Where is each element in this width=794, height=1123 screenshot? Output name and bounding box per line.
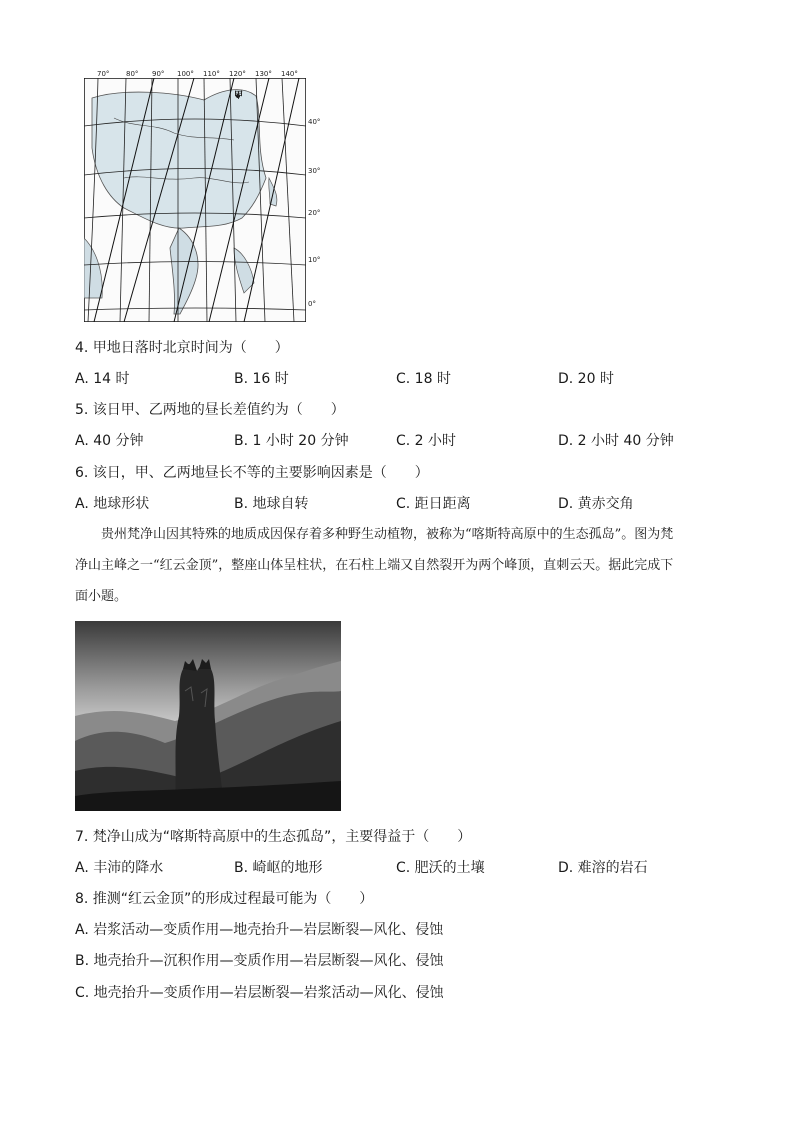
lat-label: 40° xyxy=(308,118,321,126)
lat-label: 0° xyxy=(308,300,316,308)
passage-line-1: 贵州梵净山因其特殊的地质成因保存着多种野生动植物，被称为“喀斯特高原中的生态孤岛”。图为梵 xyxy=(101,527,674,542)
question-5-stem: 5. 该日甲、乙两地的昼长差值约为（ ） xyxy=(75,402,345,418)
q4-option-c: C. 18 时 xyxy=(396,371,451,387)
q7-option-d: D. 难溶的岩石 xyxy=(558,860,648,876)
mountain-photo-graphic xyxy=(75,621,341,811)
lon-label: 70° xyxy=(97,70,110,78)
q6-option-c: C. 距日距离 xyxy=(396,496,471,512)
q7-option-a: A. 丰沛的降水 xyxy=(75,860,164,876)
point-jia-label: 甲 xyxy=(234,91,244,101)
q8-option-b: B. 地壳抬升—沉积作用—变质作用—岩层断裂—风化、侵蚀 xyxy=(75,953,444,969)
lat-label: 20° xyxy=(308,209,321,217)
q5-option-b: B. 1 小时 20 分钟 xyxy=(234,433,349,449)
question-8-stem: 8. 推测“红云金顶”的形成过程最可能为（ ） xyxy=(75,891,374,907)
lon-label: 120° xyxy=(229,70,246,78)
q5-option-a: A. 40 分钟 xyxy=(75,433,144,449)
q4-option-a: A. 14 时 xyxy=(75,371,130,387)
q7-option-b: B. 崎岖的地形 xyxy=(234,860,323,876)
question-6-stem: 6. 该日，甲、乙两地昼长不等的主要影响因素是（ ） xyxy=(75,465,429,481)
question-7-stem: 7. 梵净山成为“喀斯特高原中的生态孤岛”，主要得益于（ ） xyxy=(75,829,472,845)
map-graphic xyxy=(84,78,306,322)
q6-option-d: D. 黄赤交角 xyxy=(558,496,634,512)
lon-label: 140° xyxy=(281,70,298,78)
lon-label: 80° xyxy=(126,70,139,78)
lon-label: 90° xyxy=(152,70,165,78)
q6-option-b: B. 地球自转 xyxy=(234,496,309,512)
q4-option-b: B. 16 时 xyxy=(234,371,289,387)
lon-label: 100° xyxy=(177,70,194,78)
q5-option-d: D. 2 小时 40 分钟 xyxy=(558,433,674,449)
lon-label: 110° xyxy=(203,70,220,78)
question-4-stem: 4. 甲地日落时北京时间为（ ） xyxy=(75,340,289,356)
lat-label: 10° xyxy=(308,256,321,264)
q7-option-c: C. 肥沃的土壤 xyxy=(396,860,485,876)
q4-option-d: D. 20 时 xyxy=(558,371,614,387)
q5-option-c: C. 2 小时 xyxy=(396,433,457,449)
lat-label: 30° xyxy=(308,167,321,175)
lon-label: 130° xyxy=(255,70,272,78)
q6-option-a: A. 地球形状 xyxy=(75,496,150,512)
hongyun-jinding-photo xyxy=(75,621,341,811)
passage-line-2: 净山主峰之一“红云金顶”，整座山体呈柱状，在石柱上端又自然裂开为两个峰顶，直刺云天。据此完成下 xyxy=(75,558,674,573)
asia-map-figure xyxy=(82,70,321,322)
passage-line-3: 面小题。 xyxy=(75,589,128,604)
q8-option-c: C. 地壳抬升—变质作用—岩层断裂—岩浆活动—风化、侵蚀 xyxy=(75,985,444,1001)
q8-option-a: A. 岩浆活动—变质作用—地壳抬升—岩层断裂—风化、侵蚀 xyxy=(75,922,444,938)
